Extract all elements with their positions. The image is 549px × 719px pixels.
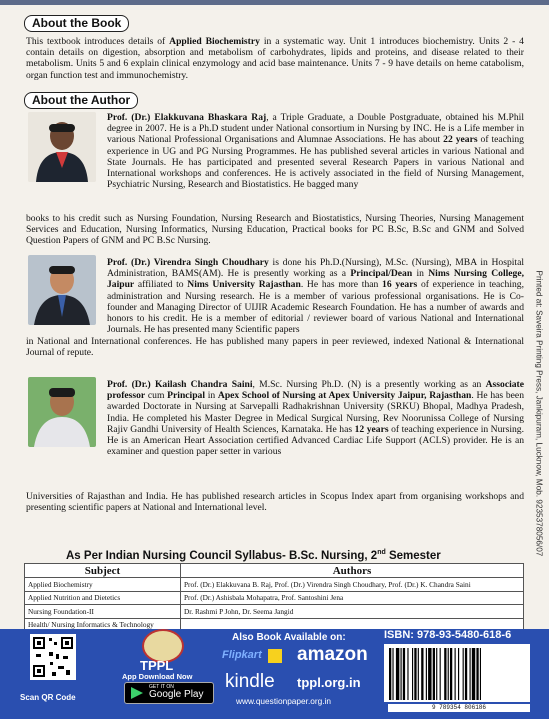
author-bio-raj: Prof. (Dr.) Elakkuvana Bhaskara Raj, a Triple Graduate, a Double Postgraduate, obtained his M.Phil degree in 2007. He is a Ph.D student under National consortium in Nursing by INC. He is a Life member in various National Professional Organisations and Alumnae Associations. He has about 22 years of teaching experience in UG and PG Nursing Programmes. He has published several articles in various National and State Journals. He has participated and presented several Research Papers in various National and International workshops and conferences. He is actively associated in the field of Nursing Management, Psychiatric Nursing, Research and Biostatistics. He bagged many	[107, 112, 524, 191]
syllabus-title: As Per Indian Nursing Council Syllabus- B.Sc. Nursing, 2nd Semester	[66, 549, 441, 562]
author-photo-choudhary	[28, 255, 96, 325]
authors-cell: Dr. Rashmi P John, Dr. Seema Jangid	[181, 605, 524, 619]
qr-code[interactable]	[30, 634, 76, 680]
qr-label: Scan QR Code	[20, 693, 76, 702]
tppl-url[interactable]: tppl.org.in	[297, 675, 361, 690]
author-bio-choudhary: Prof. (Dr.) Virendra Singh Choudhary is done his Ph.D.(Nursing), M.Sc. (Nursing), MBA in Hospital Administration, BAMS(AM). He is presently working as a Principal/Dean in Nims Nursing College, Jaipur affiliated to Nims University Rajasthan. He has more than 16 years of experience in teaching, administration and Nursing research. He is a member of various professional organisations. He is Co-founder and Managing Director of UIJIR Academic Research Foundation. He has a number of awards and honors to his credit. He is a member of editorial / reviewer board of various National and International Journals. He has presented many Scientific papers	[107, 257, 525, 336]
table-row	[25, 578, 524, 592]
questionpaper-url[interactable]: www.questionpaper.org.in	[236, 696, 332, 706]
author-bio-saini-cont: Universities of Rajasthan and India. He has published research articles in Scopus Index apart from organising workshops and presenting scientific papers at National and International level.	[26, 491, 524, 514]
isbn-text: ISBN: 978-93-5480-618-6	[384, 629, 512, 641]
authors-cell: Prof. (Dr.) Elakkuvana B. Raj, Prof. (Dr.) Virendra Singh Choudhary, Prof. (Dr.) K. Chandra Saini	[181, 578, 524, 592]
subject-cell: Health/ Nursing Informatics & Technology	[25, 618, 181, 632]
barcode-digits: 9 789354 806186	[388, 704, 530, 712]
gplay-big-text: Google Play	[149, 689, 204, 700]
kindle-logo[interactable]: kindle	[225, 671, 275, 692]
subject-cell: Nursing Foundation-II	[25, 605, 181, 619]
subject-cell: Applied Biochemistry	[25, 578, 181, 592]
flipkart-logo[interactable]: Flipkart	[222, 649, 262, 661]
gplay-small-text: GET IT ON	[149, 684, 174, 690]
column-header-subject: Subject	[25, 564, 181, 578]
author-bio-choudhary-cont: in National and International conferences. He has published many papers in peer reviewed, indexed National & International Journal of repute.	[26, 336, 524, 359]
subject-cell: Applied Nutrition and Dietetics	[25, 591, 181, 605]
also-available-text: Also Book Available on:	[232, 632, 346, 643]
brand-name: TPPL	[140, 658, 174, 673]
google-play-badge[interactable]	[124, 682, 214, 704]
amazon-logo[interactable]: amazon	[297, 644, 368, 665]
author-bio-raj-cont: books to his credit such as Nursing Foundation, Nursing Research and Biostatistics, Nursing Theories, Nursing Management Services and Education, Nursing Informatics, Nursing Education, Practical books for PC B.Sc, B.Sc and GNM and Solved Question Papers of GNM and PC B.Sc Nursing.	[26, 213, 524, 247]
play-store-icon	[131, 687, 143, 699]
app-download-text: App Download Now	[122, 672, 193, 681]
author-photo-raj	[28, 112, 96, 182]
isbn-barcode	[384, 644, 530, 702]
table-header-row	[25, 564, 524, 578]
subjects-table	[24, 563, 524, 632]
author-bio-saini: Prof. (Dr.) Kailash Chandra Saini, M.Sc. Nursing Ph.D. (N) is a presently working as an Associate professor cum Principal in Apex School of Nursing at Apex University Jaipur, Rajasthan. He has been awarded Doctorate in Nursing at Sarvepalli Radhakrishnan University (SRKU) Bhopal, Madhya Pradesh, India. He completed his Master Degree in Medical Surgical Nursing, Rev Noorunissa College of Nursing Rajiv Gandhi University of Health Sciences, Karnataka. He has 12 years of teaching experience in Nursing. He is an American Heart Association certified Advanced Cardiac Life Support (ACLS) provider. He is an examiner and question paper setter in various	[107, 379, 524, 458]
author-photo-saini	[28, 377, 96, 447]
about-author-heading: About the Author	[24, 92, 138, 109]
footer-band	[0, 629, 549, 719]
table-row	[25, 591, 524, 605]
authors-cell: Prof. (Dr.) Ashisbala Mohapatra, Prof. Santoshini Jena	[181, 591, 524, 605]
table-row	[25, 605, 524, 619]
about-book-text: This textbook introduces details of Applied Biochemistry in a systematic way. Unit 1 introduces biochemistry. Units 2 - 4 contain details on digestion, absorption and metabolism of carbohydrates, lipids and proteins, and disease related to their metabolism. Units 5 and 6 explain clinical enzymology and acid base maintenance. Units 7 - 9 have details on heme catabolism, organ function test and immunochemistry.	[26, 36, 524, 81]
about-book-heading: About the Book	[24, 15, 129, 32]
flipkart-badge-icon	[268, 649, 282, 663]
column-header-authors: Authors	[181, 564, 524, 578]
printer-note: Printed at: Saveira Printing Press, Jankipuram, Lucknow, Mob. 9235378056/07	[534, 270, 544, 557]
